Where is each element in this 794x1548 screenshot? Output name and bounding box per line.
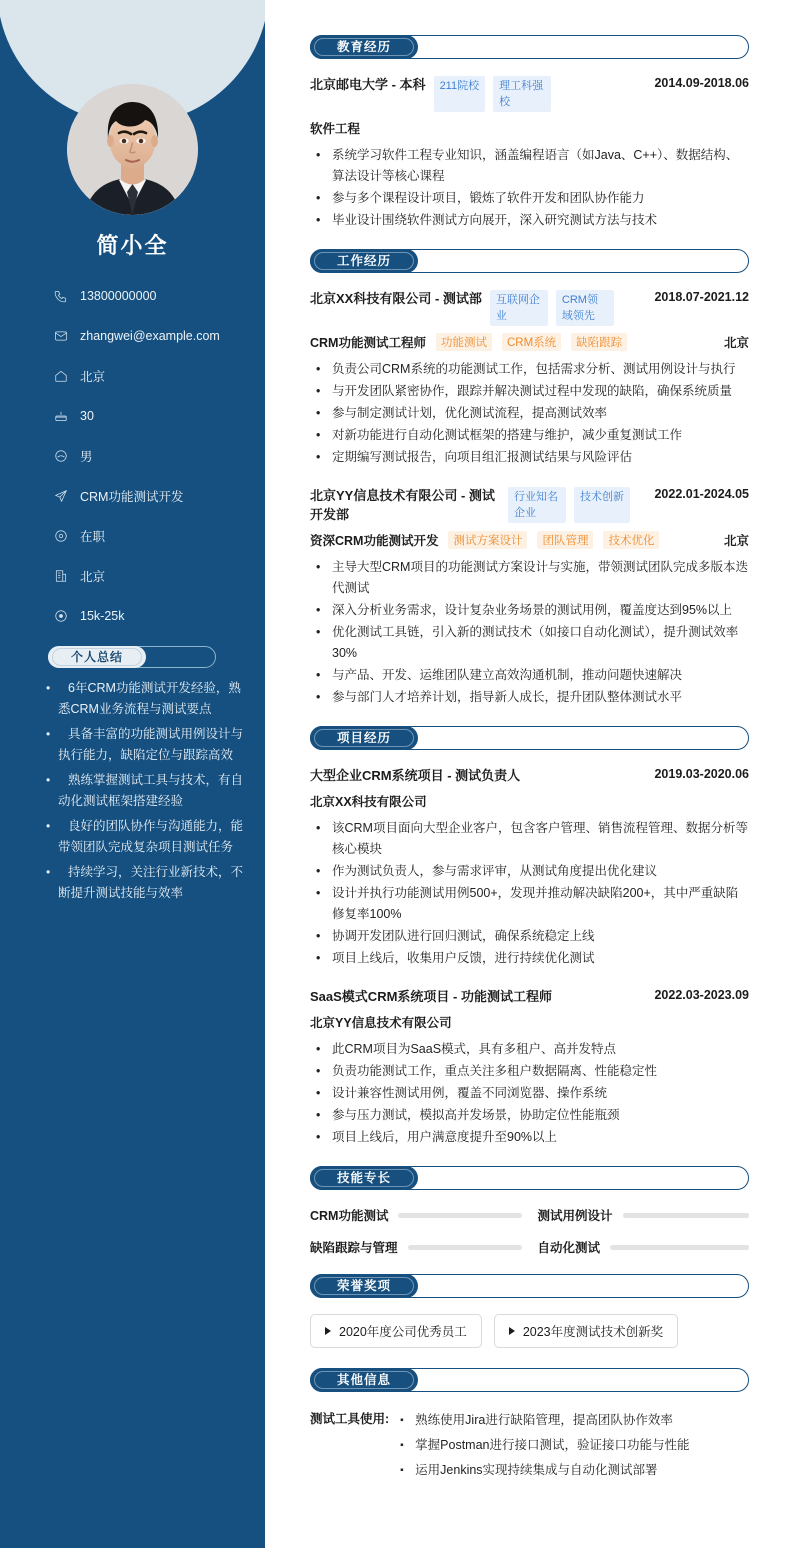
project-entry (310, 987, 749, 1148)
skill-progress-bar (398, 1213, 521, 1218)
project-company: 北京YY信息技术有限公司 (310, 1016, 452, 1030)
project-company: 北京XX科技有限公司 (310, 795, 427, 809)
contact-value: 在职 (80, 530, 106, 544)
list-item: • 熟练掌握测试工具与技术，有自动化测试框架搭建经验 (58, 770, 243, 812)
list-item: • 毕业设计围绕软件测试方向展开，深入研究测试方法与技术 (324, 210, 749, 231)
awards-row (310, 1314, 749, 1348)
list-item: • 作为测试负责人，参与需求评审，从测试角度提出优化建议 (324, 861, 749, 882)
tag: 技术优化 (603, 531, 659, 549)
entry-header (310, 987, 749, 1006)
work-entry (310, 289, 749, 468)
list-item: • 系统学习软件工程专业知识，涵盖编程语言（如Java、C++）、数据结构、算法设计等核心课程 (324, 145, 749, 187)
bullet-list (310, 1039, 749, 1148)
skill-progress-bar (408, 1245, 522, 1250)
contact-item-gender (52, 446, 265, 466)
list-item: • 主导大型CRM项目的功能测试方案设计与实施，带领测试团队完成多版本迭代测试 (324, 557, 749, 599)
section-title: 项目经历 (336, 731, 391, 745)
list-item: • 设计并执行功能测试用例500+，发现并推动解决缺陷200+，其中严重缺陷修复率100% (324, 883, 749, 925)
tag: 211院校 (434, 76, 486, 112)
tag: CRM领域领先 (556, 290, 614, 326)
section-header-work (310, 249, 749, 273)
tag-row (434, 75, 647, 112)
skill-name: CRM功能测试 (310, 1209, 389, 1223)
list-item: • 负责功能测试工作，重点关注多租户数据隔离、性能稳定性 (324, 1061, 749, 1082)
contact-value: 13800000000 (80, 289, 157, 303)
role-row (310, 531, 749, 549)
list-item: • 参与制定测试计划，优化测试流程，提高测试效率 (324, 403, 749, 424)
skill-name: 自动化测试 (537, 1241, 601, 1255)
work-entry (310, 486, 749, 708)
skill-item (310, 1238, 522, 1256)
list-item: • 6年CRM功能测试开发经验，熟悉CRM业务流程与测试要点 (58, 678, 243, 720)
project-name: 大型企业CRM系统项目 - 测试负责人 (310, 768, 521, 783)
section-title: 工作经历 (336, 254, 391, 268)
contact-value: 北京 (80, 570, 106, 584)
other-info-row (310, 1408, 749, 1483)
contact-item-hometown (52, 366, 265, 386)
project-entry (310, 766, 749, 969)
tag: 互联网企业 (490, 290, 548, 326)
contact-item-age (52, 406, 265, 426)
gender-icon (52, 447, 70, 465)
contact-item-phone (52, 286, 265, 306)
section-header-education (310, 35, 749, 59)
tag: 缺陷跟踪 (571, 333, 627, 351)
school-name: 北京邮电大学 - 本科 (310, 77, 426, 92)
mail-icon (52, 327, 70, 345)
award-label: 2023年度测试技术创新奖 (522, 1325, 664, 1339)
list-item: ▪ 掌握Postman进行接口测试，验证接口功能与性能 (407, 1433, 689, 1458)
list-item: • 设计兼容性测试用例，覆盖不同浏览器、操作系统 (324, 1083, 749, 1104)
section-title: 其他信息 (336, 1373, 391, 1387)
home-icon (52, 367, 70, 385)
skills-grid (310, 1206, 749, 1256)
section-title: 技能专长 (336, 1171, 391, 1185)
tag: 团队管理 (537, 531, 593, 549)
list-item: • 项目上线后，收集用户反馈，进行持续优化测试 (324, 948, 749, 969)
sidebar (0, 0, 265, 1548)
list-item: • 该CRM项目面向大型企业客户，包含客户管理、销售流程管理、数据分析等核心模块 (324, 818, 749, 860)
entry-header (310, 486, 749, 524)
person-name: 简小全 (96, 233, 169, 258)
project-name: SaaS模式CRM系统项目 - 功能测试工程师 (310, 989, 552, 1004)
contact-value: 15k-25k (80, 609, 125, 623)
other-info-list (393, 1408, 689, 1483)
skill-name: 缺陷跟踪与管理 (310, 1241, 398, 1255)
section-title: 荣誉奖项 (336, 1279, 391, 1293)
list-item: • 与产品、开发、运维团队建立高效沟通机制，推动问题快速解决 (324, 665, 749, 686)
tag: 技术创新 (574, 487, 630, 523)
contact-item-status (52, 526, 265, 546)
section-header-awards (310, 1274, 749, 1298)
paper-plane-icon (52, 487, 70, 505)
list-item: • 深入分析业务需求，设计复杂业务场景的测试用例，覆盖度达到95%以上 (324, 600, 749, 621)
status-icon (52, 527, 70, 545)
list-item: • 优化测试工具链，引入新的测试技术（如接口自动化测试），提升测试效率30% (324, 622, 749, 664)
location: 北京 (723, 336, 749, 350)
tag: 功能测试 (436, 333, 492, 351)
other-info-label: 测试工具使用: (310, 1412, 390, 1426)
award-label: 2020年度公司优秀员工 (339, 1325, 467, 1339)
contact-value: 北京 (80, 370, 106, 384)
entry-header (310, 289, 749, 326)
list-item: • 参与部门人才培养计划，指导新人成长，提升团队整体测试水平 (324, 687, 749, 708)
tag: 理工科强校 (493, 76, 551, 112)
date-range: 2022.01-2024.05 (654, 487, 749, 501)
bullet-list (310, 818, 749, 969)
award-chip[interactable] (494, 1314, 678, 1348)
job-title: CRM功能测试工程师 (310, 336, 426, 350)
entry-header (310, 766, 749, 785)
education-entry (310, 75, 749, 231)
section-header-other (310, 1368, 749, 1392)
date-range: 2018.07-2021.12 (654, 290, 749, 304)
list-item: • 对新功能进行自动化测试框架的搭建与维护，减少重复测试工作 (324, 425, 749, 446)
company-name: 北京XX科技有限公司 - 测试部 (310, 291, 482, 306)
tag: 行业知名企业 (508, 487, 566, 523)
contact-item-salary (52, 606, 265, 626)
section-title: 教育经历 (336, 40, 391, 54)
building-icon (52, 567, 70, 585)
contact-item-position (52, 486, 265, 506)
job-title: 资深CRM功能测试开发 (310, 534, 439, 548)
contact-list (0, 286, 265, 626)
contact-value: 30 (80, 409, 94, 423)
avatar (67, 84, 198, 215)
skill-progress-bar (623, 1213, 749, 1218)
list-item: • 与开发团队紧密协作，跟踪并解决测试过程中发现的缺陷，确保系统质量 (324, 381, 749, 402)
list-item: • 项目上线后，用户满意度提升至90%以上 (324, 1127, 749, 1148)
avatar-photo (67, 84, 198, 215)
company-name: 北京YY信息技术有限公司 - 测试开发部 (310, 488, 495, 522)
tag: 测试方案设计 (448, 531, 527, 549)
section-header-skills (310, 1166, 749, 1190)
entry-header (310, 75, 749, 112)
main-content (265, 0, 794, 1548)
section-header-projects (310, 726, 749, 750)
bullet-list (310, 145, 749, 231)
summary-list (0, 678, 265, 904)
phone-icon (52, 287, 70, 305)
sidebar-section-header-summary (48, 646, 216, 668)
location: 北京 (723, 534, 749, 548)
date-range: 2014.09-2018.06 (654, 76, 749, 90)
tag-row (490, 289, 647, 326)
date-range: 2019.03-2020.06 (654, 767, 749, 781)
list-item: ▪ 熟练使用Jira进行缺陷管理，提高团队协作效率 (407, 1408, 689, 1433)
contact-value: zhangwei@example.com (80, 329, 220, 343)
contact-item-email (52, 326, 265, 346)
bullet-list (310, 359, 749, 468)
contact-item-workplace (52, 566, 265, 586)
major: 软件工程 (310, 122, 361, 136)
skill-name: 测试用例设计 (537, 1209, 613, 1223)
skill-progress-bar (610, 1245, 749, 1250)
list-item: • 此CRM项目为SaaS模式，具有多租户、高并发特点 (324, 1039, 749, 1060)
skill-item (538, 1238, 750, 1256)
list-item: • 参与多个课程设计项目，锻炼了软件开发和团队协作能力 (324, 188, 749, 209)
play-triangle-icon (509, 1327, 515, 1335)
tag: CRM系统 (502, 333, 561, 351)
bullet-list (310, 557, 749, 708)
contact-value: CRM功能测试开发 (80, 490, 184, 504)
list-item: • 协调开发团队进行回归测试，确保系统稳定上线 (324, 926, 749, 947)
contact-value: 男 (80, 450, 93, 464)
list-item: • 具备丰富的功能测试用例设计与执行能力，缺陷定位与跟踪高效 (58, 724, 243, 766)
sidebar-section-title: 个人总结 (70, 650, 123, 664)
skill-item (310, 1206, 522, 1224)
cake-icon (52, 407, 70, 425)
list-item: • 参与压力测试，模拟高并发场景，协助定位性能瓶颈 (324, 1105, 749, 1126)
salary-icon (52, 607, 70, 625)
list-item: ▪ 运用Jenkins实现持续集成与自动化测试部署 (407, 1458, 689, 1483)
list-item: • 定期编写测试报告，向项目组汇报测试结果与风险评估 (324, 447, 749, 468)
list-item: • 负责公司CRM系统的功能测试工作，包括需求分析、测试用例设计与执行 (324, 359, 749, 380)
date-range: 2022.03-2023.09 (654, 988, 749, 1002)
role-row (310, 333, 749, 351)
skill-item (538, 1206, 750, 1224)
list-item: • 持续学习，关注行业新技术，不断提升测试技能与效率 (58, 862, 243, 904)
list-item: • 良好的团队协作与沟通能力，能带领团队完成复杂项目测试任务 (58, 816, 243, 858)
play-triangle-icon (325, 1327, 331, 1335)
tag-row (508, 486, 646, 523)
award-chip[interactable] (310, 1314, 482, 1348)
